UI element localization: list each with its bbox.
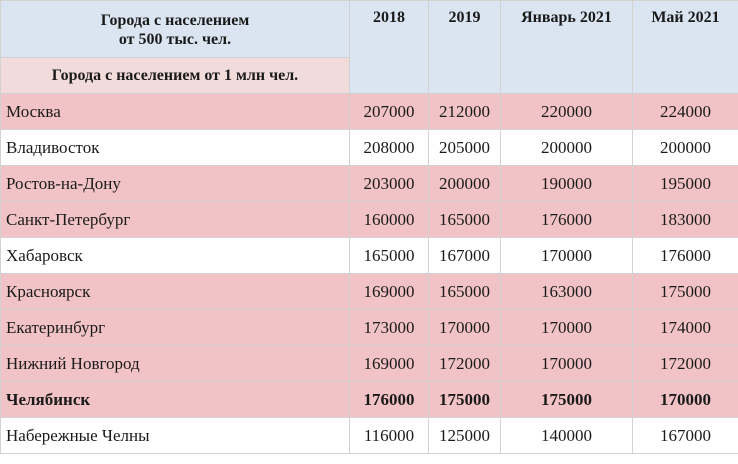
table-row [1, 202, 738, 238]
value-jan-2021: 190000 [501, 166, 633, 202]
value-may-2021: 174000 [633, 310, 738, 346]
value-2019: 165000 [429, 202, 501, 238]
value-2019: 200000 [429, 166, 501, 202]
subheader-million-cities: Города с населением от 1 млн чел. [1, 58, 350, 94]
table-row [1, 238, 738, 274]
table-row [1, 94, 738, 130]
value-jan-2021: 200000 [501, 130, 633, 166]
value-2019: 170000 [429, 310, 501, 346]
city-column-header [1, 1, 350, 58]
city-name: Москва [1, 94, 350, 130]
value-jan-2021: 140000 [501, 418, 633, 454]
city-name: Челябинск [1, 382, 350, 418]
value-2018: 176000 [350, 382, 429, 418]
header-row [1, 1, 738, 58]
city-header-line2: от 500 тыс. чел. [118, 31, 232, 48]
value-2018: 169000 [350, 346, 429, 382]
column-header-2019: 2019 [429, 1, 501, 94]
table-row [1, 166, 738, 202]
value-may-2021: 195000 [633, 166, 738, 202]
value-2019: 205000 [429, 130, 501, 166]
city-name: Набережные Челны [1, 418, 350, 454]
value-may-2021: 200000 [633, 130, 738, 166]
city-header-line1: Города с населением [100, 12, 250, 29]
table-row [1, 418, 738, 454]
value-jan-2021: 220000 [501, 94, 633, 130]
city-name: Санкт-Петербург [1, 202, 350, 238]
value-may-2021: 224000 [633, 94, 738, 130]
value-jan-2021: 170000 [501, 346, 633, 382]
table-row [1, 310, 738, 346]
value-2019: 125000 [429, 418, 501, 454]
city-name: Нижний Новгород [1, 346, 350, 382]
value-jan-2021: 170000 [501, 310, 633, 346]
value-jan-2021: 176000 [501, 202, 633, 238]
value-may-2021: 175000 [633, 274, 738, 310]
value-jan-2021: 170000 [501, 238, 633, 274]
value-may-2021: 176000 [633, 238, 738, 274]
value-2019: 165000 [429, 274, 501, 310]
value-2018: 160000 [350, 202, 429, 238]
value-2019: 175000 [429, 382, 501, 418]
value-may-2021: 170000 [633, 382, 738, 418]
city-name: Ростов-на-Дону [1, 166, 350, 202]
table-row [1, 346, 738, 382]
column-header-2018: 2018 [350, 1, 429, 94]
city-name: Хабаровск [1, 238, 350, 274]
city-name: Красноярск [1, 274, 350, 310]
table-row [1, 274, 738, 310]
value-may-2021: 183000 [633, 202, 738, 238]
table-row [1, 382, 738, 418]
value-2018: 207000 [350, 94, 429, 130]
value-2019: 172000 [429, 346, 501, 382]
value-2018: 165000 [350, 238, 429, 274]
table-row [1, 130, 738, 166]
city-name: Владивосток [1, 130, 350, 166]
value-2018: 208000 [350, 130, 429, 166]
value-2018: 173000 [350, 310, 429, 346]
value-2019: 167000 [429, 238, 501, 274]
value-2018: 169000 [350, 274, 429, 310]
city-name: Екатеринбург [1, 310, 350, 346]
value-may-2021: 167000 [633, 418, 738, 454]
value-may-2021: 172000 [633, 346, 738, 382]
value-2018: 203000 [350, 166, 429, 202]
value-jan-2021: 163000 [501, 274, 633, 310]
column-header-jan-2021: Январь 2021 [501, 1, 633, 94]
value-2019: 212000 [429, 94, 501, 130]
value-jan-2021: 175000 [501, 382, 633, 418]
value-2018: 116000 [350, 418, 429, 454]
column-header-may-2021: Май 2021 [633, 1, 738, 94]
